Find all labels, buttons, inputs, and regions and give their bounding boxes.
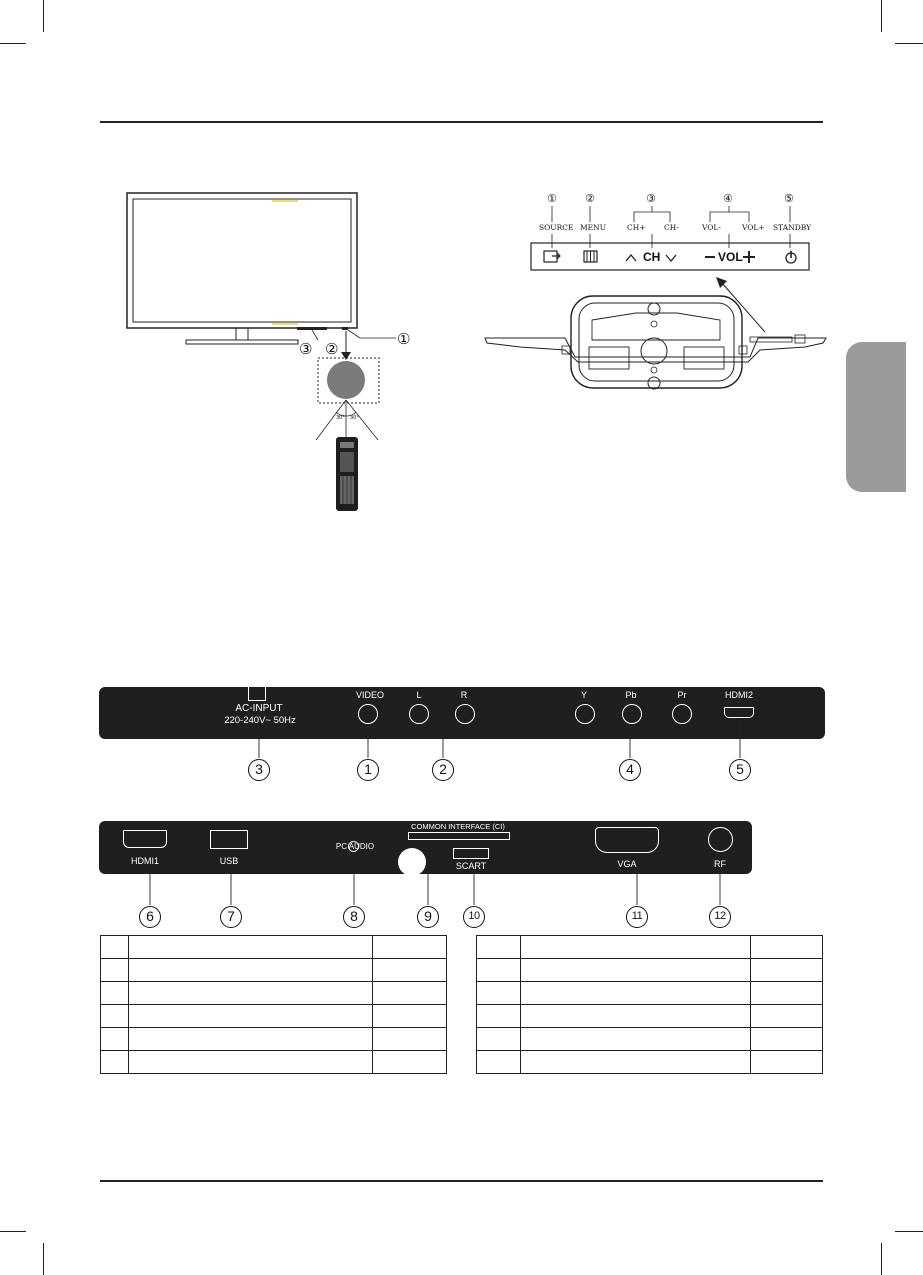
rear-callout-7: 7 xyxy=(220,906,242,928)
ctl-label-menu: MENU xyxy=(580,223,607,232)
rf-jack xyxy=(708,827,733,852)
hdmi1-port xyxy=(123,830,167,848)
scart-label: SCART xyxy=(455,861,487,871)
rear-callout-9: 9 xyxy=(417,906,439,928)
pb-label: Pb xyxy=(625,690,637,700)
side-callout-4: 4 xyxy=(619,759,641,781)
rear-callout-11: 11 xyxy=(626,906,648,928)
table-row xyxy=(101,1028,447,1051)
callout-1-keys: ① xyxy=(397,330,411,348)
ac-input-label: AC-INPUT xyxy=(235,703,283,714)
audio-l-label: L xyxy=(416,690,422,700)
table-row xyxy=(101,1005,447,1028)
side-callout-5: 5 xyxy=(729,759,751,781)
ctl-number-5: ⑤ xyxy=(784,192,794,205)
pc-audio-label: PC AUDIO xyxy=(335,842,375,851)
ch-glyph: CH xyxy=(643,250,661,264)
side-callout-2: 2 xyxy=(432,759,454,781)
ctl-number-3: ③ xyxy=(646,192,656,205)
angle-left-label: 30° xyxy=(336,415,345,421)
angle-right-label: 30° xyxy=(350,415,359,421)
rear-callout-10: 10 xyxy=(463,906,485,928)
table-row xyxy=(477,982,823,1005)
scart-port xyxy=(453,848,489,859)
y-label: Y xyxy=(580,690,587,700)
table-row xyxy=(477,1028,823,1051)
table-row xyxy=(477,1005,823,1028)
callout-2-ir: ② xyxy=(325,340,339,358)
ctl-number-2: ② xyxy=(585,192,595,205)
rear-callout-8: 8 xyxy=(343,906,365,928)
usb-port xyxy=(210,830,248,849)
table-row xyxy=(477,959,823,982)
usb-label: USB xyxy=(219,856,239,866)
table-row xyxy=(477,936,823,959)
ctl-label-vol-minus: VOL- xyxy=(702,223,721,232)
vga-port xyxy=(595,827,659,853)
rf-label: RF xyxy=(714,859,726,869)
rear-callout-6: 6 xyxy=(139,906,161,928)
vga-label: VGA xyxy=(617,859,637,869)
ctl-number-1: ① xyxy=(547,192,557,205)
connector-table-right xyxy=(476,935,823,1074)
ctl-number-4: ④ xyxy=(723,192,733,205)
table-row xyxy=(101,936,447,959)
table-row xyxy=(101,959,447,982)
vol-glyph: VOL xyxy=(718,250,743,264)
pc-audio-jack xyxy=(348,841,359,852)
pr-label: Pr xyxy=(677,690,687,700)
table-row xyxy=(477,1051,823,1074)
ci-label: COMMON INTERFACE (CI) xyxy=(411,822,505,831)
rear-callout-12: 12 xyxy=(709,906,731,928)
side-callout-3: 3 xyxy=(248,759,270,781)
ac-spec-label: 220-240V~ 50Hz xyxy=(224,715,296,726)
ctl-label-standby: STANDBY xyxy=(773,223,812,232)
rear-connector-panel xyxy=(99,821,752,874)
video-label: VIDEO xyxy=(355,690,384,700)
ctl-label-vol-plus: VOL+ xyxy=(742,223,765,232)
table-row xyxy=(101,982,447,1005)
ctl-label-ch-plus: CH+ xyxy=(627,223,646,232)
ci-slot xyxy=(408,832,510,840)
audio-r-label: R xyxy=(460,690,468,700)
hdmi1-label: HDMI1 xyxy=(130,856,159,866)
hdmi2-label: HDMI2 xyxy=(724,690,753,700)
ctl-label-source: SOURCE xyxy=(539,223,574,232)
table-row xyxy=(101,1051,447,1074)
callout-3-indicator: ③ xyxy=(299,340,313,358)
side-callout-1: 1 xyxy=(357,759,379,781)
connector-table-left xyxy=(100,935,447,1074)
panel-notch xyxy=(398,848,426,876)
ctl-label-ch-minus: CH- xyxy=(664,223,679,232)
